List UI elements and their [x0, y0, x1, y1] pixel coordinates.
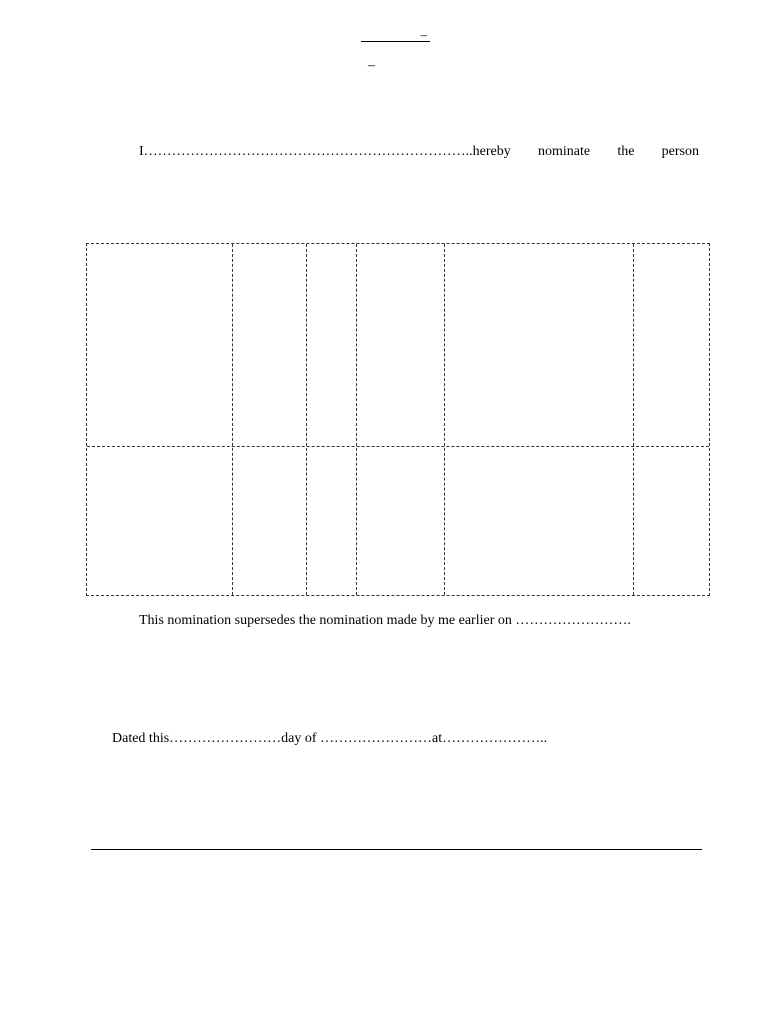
title-dash: – — [420, 27, 427, 42]
nomination-word-the: the — [617, 144, 635, 159]
signature-rule — [91, 849, 702, 850]
title-underline — [361, 29, 430, 42]
nomination-word-nominate: nominate — [537, 144, 591, 159]
table-row-divider — [87, 446, 709, 447]
table-column-divider — [633, 244, 634, 595]
table-column-divider — [356, 244, 357, 595]
supersede-statement: This nomination supersedes the nomination made by me earlier on ……………………. — [139, 613, 631, 628]
dated-statement: Dated this……………………day of ……………………at………………….. — [112, 731, 548, 746]
nomination-word-person: person — [661, 144, 699, 159]
table-column-divider — [306, 244, 307, 595]
subtitle-dash: – — [368, 58, 375, 73]
nomination-lead: I……………………………………………………………..hereby — [139, 144, 511, 159]
nominee-details-table — [86, 243, 710, 596]
table-column-divider — [232, 244, 233, 595]
table-column-divider — [444, 244, 445, 595]
nomination-statement — [139, 143, 699, 161]
